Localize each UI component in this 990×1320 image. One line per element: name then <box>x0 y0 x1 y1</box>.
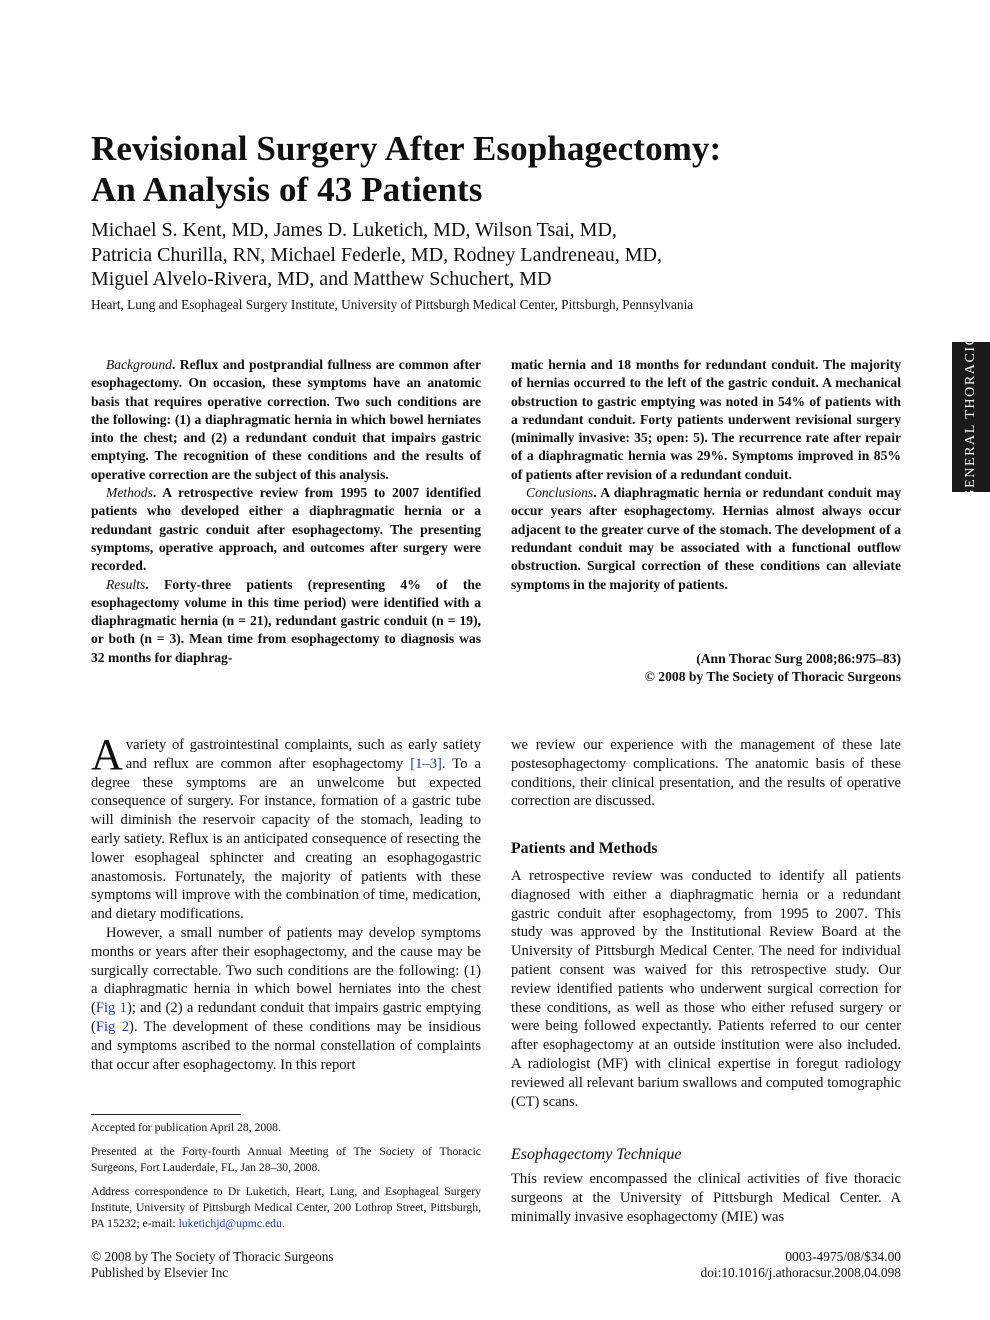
email-link[interactable]: luketichjd@upmc.edu <box>178 1217 282 1230</box>
footer-issn: 0003-4975/08/$34.00 <box>785 1249 901 1264</box>
abstract-results-continued: matic hernia and 18 months for redundant conduit. The majority of hernias occurred to the left of the gastric conduit. A mechanical obstruction to gastric emptying was noted in 54% of patients with a redundant conduit. Forty patients underwent revisional surgery (minimally invasive: 35; open: 5). The recurrence rate after repair of a diaphragmatic hernia was 29%. Symptoms improved in 85% of patients after revision of a redundant conduit. <box>511 357 901 482</box>
intro-text-a: variety of gastrointestinal complaints, such as early satiety and reflux are common after esophagectomy <box>125 737 481 772</box>
body-right-intro <box>511 736 901 811</box>
article-title <box>91 128 851 210</box>
author-list <box>91 218 851 292</box>
intro-text-b: . To a degree these symptoms are an unwelcome but expected consequence of surgery. For instance, formation of a gastric tube will diminish the reservoir capacity of the stomach, leading to early satiety. Reflux is an anticipated consequence of resecting the lower esophageal sphincter and creating an esophagogastric anastomosis. Fortunately, the majority of patients with these symptoms will improve with the combination of time, medication, and dietary modifications. <box>91 755 481 923</box>
footnotes <box>91 1120 481 1240</box>
abstract-background: Background. Reflux and postprandial fullness are common after esophagectomy. On occasion, these symptoms have an anatomic basis that requires operative correction. Two such conditions are the following: (1) a diaphragmatic hernia in which bowel herniates into the chest; and (2) a redundant conduit that impairs gastric emptying. The recognition of these conditions and the results of operative correction are the subject of this analysis. <box>91 357 481 482</box>
footer-publisher: Published by Elsevier Inc <box>91 1265 229 1280</box>
intro2-text-b: ); and (2) a redundant conduit that impairs gastric emptying ( <box>91 1000 481 1035</box>
subsection-heading-technique: Esophagectomy Technique <box>511 1146 682 1163</box>
figure-link-2[interactable]: Fig 2 <box>95 1018 130 1035</box>
abstract-left-column <box>91 356 481 667</box>
title-line-1: Revisional Surgery After Esophagectomy: <box>91 129 722 168</box>
background-label: Background <box>106 357 172 372</box>
title-line-2: An Analysis of 43 Patients <box>91 170 483 209</box>
drop-cap: A <box>91 730 123 779</box>
citation-text: (Ann Thorac Surg 2008;86:975–83) <box>696 651 901 666</box>
correspondence-text: Address correspondence to Dr Luketich, Heart, Lung, and Esophageal Surgery Institute, University of Pittsburgh Medical Center, 200 Lothrop Street, Pittsburgh, PA 15232; e-mail: <box>91 1185 481 1230</box>
section-tab <box>952 334 990 500</box>
methods-label: Methods <box>106 485 153 501</box>
intro-paragraph-1 <box>91 730 481 924</box>
abstract-conclusions: Conclusions. A diaphragmatic hernia or redundant conduit may occur years after esophagectomy. Hernias almost always occur adjacent to the greater curve of the stomach. The development of a redundant conduit may be associated with a functional outflow obstruction. Surgical correction of these conditions can alleviate symptoms in the majority of patients. <box>511 485 902 592</box>
intro2-text-a: However, a small number of patients may develop symptoms months or years after their esophagectomy, and the cause may be surgically correctable. Two such conditions are the following: (1) a diaphragmatic hernia in which bowel herniates into the chest ( <box>91 924 481 1017</box>
journal-citation <box>511 650 901 687</box>
footer-doi: doi:10.1016/j.athoracsur.2008.04.098 <box>700 1265 901 1280</box>
section-tab-label: GENERAL THORACIC <box>963 334 978 500</box>
authors-line-2: Patricia Churilla, RN, Michael Federle, MD, Rodney Landreneau, MD, <box>91 243 662 266</box>
reference-link-1-3[interactable]: [1–3] <box>410 755 442 772</box>
intro2-text-c: ). The development of these conditions may be insidious and symptoms ascribed to the normal constellation of complaints that occur after esophagectomy. In this report <box>91 1018 481 1073</box>
figure-link-1[interactable]: Fig 1 <box>95 1000 127 1017</box>
section-heading-patients-methods: Patients and Methods <box>511 840 658 857</box>
methods-text: A retrospective review from 1995 to 2007 identified patients who developed either a diaphragmatic hernia or a redundant gastric conduit after esophagectomy. The presenting symptoms, operative approach, and outcomes after surgery were recorded. <box>91 485 482 574</box>
technique-paragraph: This review encompassed the clinical activities of five thoracic surgeons at the University of Pittsburgh Medical Center. A minimally invasive esophagectomy (MIE) was <box>511 1171 901 1225</box>
abstract-right-column <box>511 356 901 594</box>
footer-left <box>91 1249 334 1281</box>
footnote-rule <box>91 1114 241 1115</box>
patients-methods-paragraph: A retrospective review was conducted to identify all patients diagnosed with either a diaphragmatic hernia or a redundant gastric conduit after esophagectomy, from 1995 to 2007. This study was approved by the Institutional Review Board at the University of Pittsburgh Medical Center. The need for individual patient consent was waived for this retrospective study. Our review identified patients who underwent surgical correction for these conditions, as well as those who either refused surgery or were being followed expectantly. Patients referred to our center after esophagectomy at an outside institution were also included. A radiologist (MF) with clinical expertise in foregut radiology reviewed all relevant barium swallows and computed tomographic (CT) scans. <box>511 868 901 1110</box>
correspondence-end: . <box>281 1217 285 1230</box>
abstract-results: Results. Forty-three patients (representing 4% of the esophagectomy volume in this time period) were identified with a diaphragmatic hernia (n = 21), redundant gastric conduit (n = 19), or both (n = 3). Mean time from esophagectomy to diagnosis was 32 months for diaphrag- <box>91 576 481 665</box>
footnote-presented: Presented at the Forty-fourth Annual Meeting of The Society of Thoracic Surgeons, Fort Lauderdale, FL, Jan 28–30, 2008. <box>91 1145 481 1174</box>
abstract-copyright: © 2008 by The Society of Thoracic Surgeons <box>644 669 901 685</box>
results-label: Results <box>106 576 146 592</box>
intro-paragraph-2 <box>91 924 481 1074</box>
footnote-accepted: Accepted for publication April 28, 2008. <box>91 1121 281 1134</box>
footer-right <box>701 1249 901 1281</box>
results-text: Forty-three patients (representing 4% of the esophagectomy volume in this time period) were identified with a diaphragmatic hernia (n = 21), redundant gastric conduit (n = 19), or both (n = 3). Mean time from esophagectomy to diagnosis was 32 months for diaphrag- <box>91 576 481 665</box>
footer-copyright: © 2008 by The Society of Thoracic Surgeons <box>91 1249 334 1264</box>
footnote-correspondence <box>91 1184 481 1232</box>
patients-methods-body <box>511 867 901 1111</box>
conclusions-label: Conclusions <box>526 485 594 501</box>
technique-body <box>511 1170 901 1226</box>
affiliation: Heart, Lung and Esophageal Surgery Institute, University of Pittsburgh Medical Center, Pittsburgh, Pennsylvania <box>91 297 694 312</box>
abstract-methods: Methods. A retrospective review from 1995 to 2007 identified patients who developed either a diaphragmatic hernia or a redundant gastric conduit after esophagectomy. The presenting symptoms, operative approach, and outcomes after surgery were recorded. <box>91 485 482 574</box>
body-left-column <box>91 730 481 1074</box>
conclusions-text: A diaphragmatic hernia or redundant conduit may occur years after esophagectomy. Hernias almost always occur adjacent to the greater curve of the stomach. The development of a redundant conduit may be associated with a functional outflow obstruction. Surgical correction of these conditions can alleviate symptoms in the majority of patients. <box>511 485 902 592</box>
background-text: Reflux and postprandial fullness are common after esophagectomy. On occasion, these symptoms have an anatomic basis that requires operative correction. Two such conditions are the following: (1) a diaphragmatic hernia in which bowel herniates into the chest; and (2) a redundant conduit that impairs gastric emptying. The recognition of these conditions and the results of operative correction are the subject of this analysis. <box>91 357 481 482</box>
authors-line-3: Miguel Alvelo-Rivera, MD, and Matthew Schuchert, MD <box>91 268 552 290</box>
authors-line-1: Michael S. Kent, MD, James D. Luketich, MD, Wilson Tsai, MD, <box>91 219 617 241</box>
intro-paragraph-2-continued: we review our experience with the management of these late postesophagectomy complications. The anatomic basis of these conditions, their clinical presentation, and the results of operative correction are discussed. <box>511 737 901 810</box>
